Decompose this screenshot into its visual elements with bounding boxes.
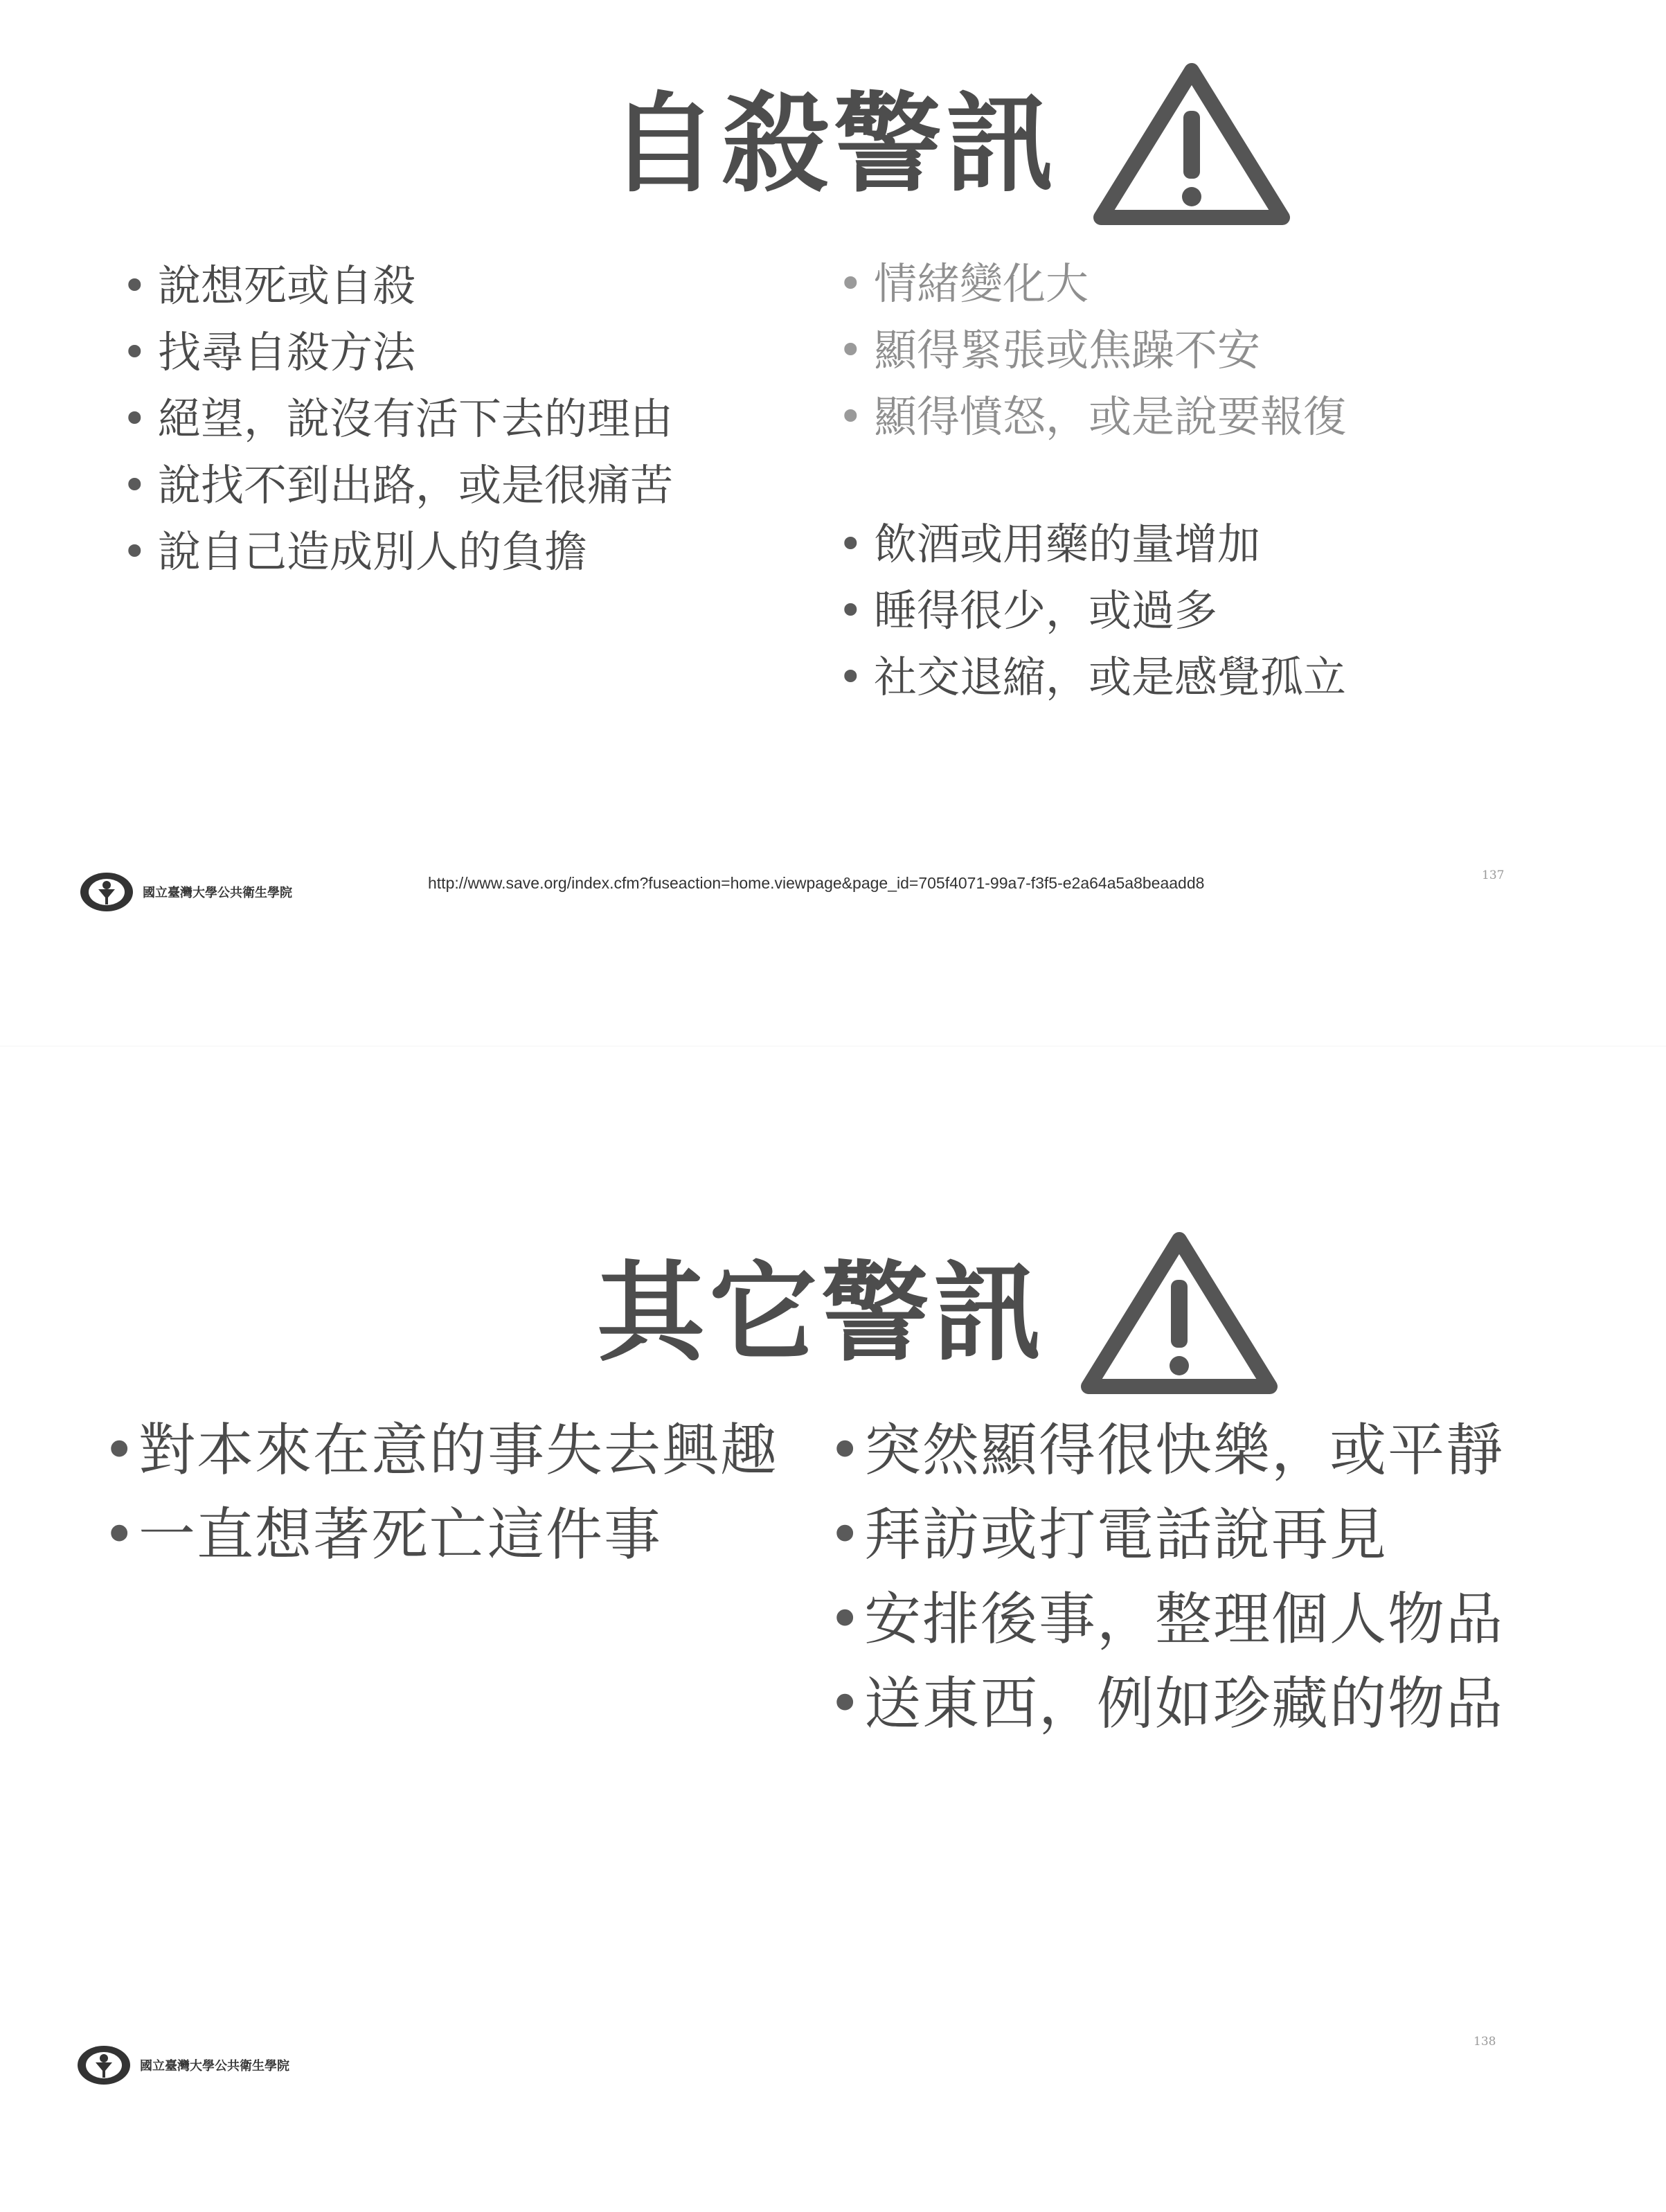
slide-137: [0, 0, 1666, 949]
right-bullet-list: [864, 1409, 1504, 1747]
list-item: • 絕望，說沒有活下去的理由: [158, 386, 673, 452]
institution-logo: [78, 870, 292, 914]
list-item: • 顯得憤怒，或是說要報復: [874, 384, 1346, 450]
warning-triangle-icon: [1091, 61, 1292, 227]
warning-triangle-icon: [1079, 1230, 1280, 1396]
slide-title-row: [609, 61, 1292, 227]
list-item: • 拜訪或打電話說再見: [864, 1493, 1504, 1578]
ntu-public-health-logo-icon: [75, 2043, 133, 2087]
list-item: • 突然顯得很快樂，或平靜: [864, 1409, 1504, 1493]
list-item: • 情緒變化大: [874, 251, 1346, 317]
left-bullet-list: [138, 1409, 778, 1578]
ntu-public-health-logo-icon: [78, 870, 136, 914]
list-item: • 睡得很少，或過多: [874, 578, 1346, 644]
list-item: • 對本來在意的事失去興趣: [138, 1409, 778, 1493]
list-item: • 說找不到出路，或是很痛苦: [158, 452, 673, 519]
list-item: • 飲酒或用藥的量增加: [874, 511, 1346, 578]
left-bullet-list: [158, 253, 673, 585]
list-item: • 社交退縮，或是感覺孤立: [874, 644, 1346, 711]
list-item: • 找尋自殺方法: [158, 319, 673, 386]
source-url: http://www.save.org/index.cfm?fuseaction=home.viewpage&page_id=705f4071-99a7-f3f5-e2a64a5a8beaadd8: [428, 874, 1205, 892]
institution-name: 國立臺灣大學公共衛生學院: [140, 2059, 289, 2073]
right-bullet-list: [874, 511, 1346, 711]
list-item: • 顯得緊張或焦躁不安: [874, 317, 1346, 384]
list-item: • 說想死或自殺: [158, 253, 673, 319]
institution-name: 國立臺灣大學公共衛生學院: [143, 886, 292, 900]
slide-138: [0, 1177, 1666, 2212]
page-number: 137: [1482, 868, 1505, 882]
page-number: 138: [1474, 2035, 1496, 2049]
slide-title-row: [597, 1230, 1280, 1396]
list-item: • 送東西，例如珍藏的物品: [864, 1662, 1504, 1747]
slide-title: 其它警訊: [597, 1250, 1046, 1376]
list-item: • 一直想著死亡這件事: [138, 1493, 778, 1578]
right-bullet-list-light: [874, 251, 1346, 450]
slide-title: 自殺警訊: [609, 81, 1058, 207]
list-item: • 安排後事，整理個人物品: [864, 1578, 1504, 1662]
list-item: • 說自己造成別人的負擔: [158, 519, 673, 585]
institution-logo: [75, 2043, 289, 2087]
